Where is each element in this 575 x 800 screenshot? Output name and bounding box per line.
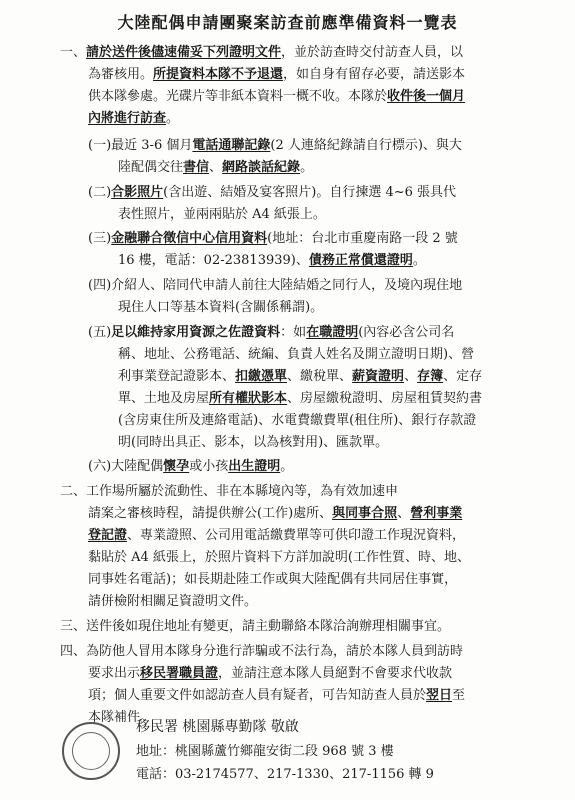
item-5-emphasis: 扣繳憑單 [235, 369, 288, 384]
item-5-line-4 [118, 390, 482, 408]
item-3-number: (三) [88, 231, 112, 246]
section-4-line-2 [88, 665, 452, 683]
item-6-text: 。 [280, 459, 294, 474]
item-3-emphasis: 債務正常償還證明 [308, 253, 413, 268]
item-5-emphasis: 所有權狀影本 [209, 391, 288, 406]
item-3-text: (地址：台北市重慶南路一段 2 號 [267, 231, 458, 246]
item-5-text: 、 [404, 369, 418, 384]
item-5-number: (五) [88, 325, 112, 340]
item-5-line-6: 明(同時出具正、影本，以為核對用)、匯款單。 [118, 435, 389, 450]
item-5-text: 、定存 [443, 369, 483, 384]
item-2-emphasis: 合影照片 [111, 185, 164, 200]
section-4-text: 項；個人重要文件如認訪查人員有疑者，可告知訪查人員於 [88, 688, 427, 703]
national-immigration-agency-seal-icon [62, 722, 120, 780]
item-2-number: (二) [88, 185, 112, 200]
item-5-line-1 [88, 324, 454, 342]
item-1-text: 最近 3-6 個月 [111, 138, 193, 153]
seal-inner-ring [72, 732, 110, 770]
item-5-line-5: (含房東住所及連絡電話)、水電費繳費單(租住所)、銀行存款證 [118, 413, 477, 428]
item-3-text: 。 [412, 253, 426, 268]
item-2-line-1 [88, 184, 456, 202]
section-2-text: 、專業證照、公司用電話繳費單等可供印證工作現況資料， [127, 528, 466, 543]
section-2-emphasis: 與同事合照 [332, 506, 398, 521]
section-3-text: 送件後如現住地址有變更，請主動聯絡本隊洽詢辦理相關事宜。 [86, 619, 451, 634]
section-1-text: 為審核用。 [88, 67, 154, 82]
item-1-text: 。 [300, 160, 314, 175]
section-3-line-1 [60, 618, 450, 636]
section-1-text: 。 [166, 111, 180, 126]
item-5-text: 利事業登記證影本、 [118, 369, 236, 384]
section-2-line-6: 請併檢附相關足資證明文件。 [88, 594, 258, 609]
item-3-text: 16 樓，電話：02-23813939)、 [118, 253, 309, 268]
section-1-emphasis-2: 所提資料本隊不予退還 [153, 67, 284, 82]
item-1-line-2 [118, 159, 313, 177]
item-5-emphasis: 在職證明 [306, 325, 359, 340]
section-2-number: 二、 [60, 484, 87, 499]
section-4-line-4: 本隊補件。 [88, 710, 154, 725]
section-1-emphasis-3: 收件後一個月 [387, 89, 466, 104]
item-1-text: 、 [209, 160, 223, 175]
item-6-text: 大陸配偶 [111, 459, 164, 474]
item-3-emphasis: 金融聯合徵信中心信用資料 [111, 231, 268, 246]
section-1-number: 一、 [60, 45, 87, 60]
section-2-text: 請案之審核時程，請提供辦公(工作)處所、 [88, 506, 333, 521]
section-1-emphasis-4: 內將進行訪查 [88, 111, 167, 126]
section-4-text: 至 [452, 688, 466, 703]
item-5-text: 單、土地及房屋 [118, 391, 210, 406]
section-4-text: ，並請注意本隊人員絕對不會要求代收款 [218, 666, 453, 681]
item-4-text: 介紹人、陪同代申請人前往大陸結婚之同行人，及境內現住地 [111, 278, 463, 293]
section-3-number: 三、 [60, 619, 87, 634]
item-6-emphasis: 懷孕 [163, 459, 190, 474]
section-2-emphasis: 營利事業 [410, 506, 463, 521]
item-2-line-2: 表性照片，並兩兩貼於 A4 紙張上。 [118, 207, 326, 222]
section-2-text: 、 [397, 506, 411, 521]
item-1-emphasis: 電話通聯記錄 [192, 138, 271, 153]
item-6-line-1 [88, 458, 293, 476]
item-1-line-1 [88, 137, 462, 155]
item-6-text: 或小孩 [189, 459, 229, 474]
item-3-line-1 [88, 230, 458, 248]
item-1-text: 陸配偶交往 [118, 160, 184, 175]
section-1-text: ，並於訪查時交付訪查人員，以 [281, 45, 464, 60]
section-2-line-2 [88, 505, 462, 523]
section-2-line-5: 同事姓名電話)；如長期赴陸工作或與大陸配偶有共同居住事實， [88, 572, 458, 587]
item-4-line-2: 現住人口等基本資料(含關係稱謂)。 [118, 300, 324, 315]
item-5-line-2: 稱、地址、公務電話、統編、負責人姓名及開立證明日期)、營 [118, 347, 475, 362]
section-4-text: 要求出示 [88, 666, 141, 681]
item-5-emphasis: 存簿 [417, 369, 444, 384]
item-1-emphasis: 書信 [183, 160, 210, 175]
section-2-text: 工作場所屬於流動性、非在本縣境內等，為有效加速申 [86, 484, 399, 499]
item-5-heading: 足以維持家用資源之佐證資料 [111, 325, 281, 340]
section-4-emphasis: 翌日 [426, 688, 453, 703]
signature-address: 地址：桃園縣蘆竹鄉龍安街二段 968 號 3 樓 [136, 744, 394, 759]
section-1-line-4 [88, 110, 179, 128]
section-4-emphasis: 移民署職員證 [140, 666, 219, 681]
section-1-line-1 [60, 44, 463, 62]
section-4-line-1 [60, 643, 463, 661]
item-6-emphasis: 出生證明 [228, 459, 281, 474]
section-4-line-3 [88, 687, 465, 705]
section-1-text: ，如自身有留存必要，請送影本 [283, 67, 466, 82]
item-4-line-1 [88, 277, 462, 295]
item-3-line-2 [118, 252, 426, 270]
item-5-line-3 [118, 368, 482, 386]
item-1-emphasis: 網路談話紀錄 [222, 160, 301, 175]
section-4-number: 四、 [60, 644, 87, 659]
item-1-number: (一) [88, 138, 112, 153]
item-6-number: (六) [88, 459, 112, 474]
item-4-number: (四) [88, 278, 112, 293]
section-1-emphasis-1: 請於送件後儘速備妥下列證明文件 [86, 45, 282, 60]
item-1-text: (2 人連絡紀錄請自行標示)、與大 [270, 138, 462, 153]
item-5-emphasis: 薪資證明 [352, 369, 405, 384]
section-1-line-3 [88, 88, 465, 106]
section-2-line-3 [88, 527, 465, 545]
item-5-text: 、房屋繳稅證明、房屋租賃契約書 [287, 391, 483, 406]
item-2-text: (含出遊、結婚及宴客照片)。自行揀選 4~6 張具代 [163, 185, 457, 200]
signature-agency: 移民署 桃園縣專勤隊 敬啟 [136, 719, 299, 735]
section-2-emphasis: 登記證 [88, 528, 128, 543]
item-5-text: ：如 [280, 325, 307, 340]
section-2-line-4: 黏貼於 A4 紙張上，於照片資料下方詳加說明(工作性質、時、地、 [88, 550, 470, 565]
document-title: 大陸配偶申請團聚案訪查前應準備資料一覽表 [117, 13, 458, 32]
section-1-line-2 [88, 66, 465, 84]
item-5-text: 、繳稅單、 [287, 369, 353, 384]
item-5-text: (內容必含公司名 [358, 325, 455, 340]
signature-phone: 電話：03-2174577、217-1330、217-1156 轉 9 [136, 767, 434, 782]
section-4-text: 為防他人冒用本隊身分進行詐騙或不法行為，請於本隊人員到訪時 [86, 644, 464, 659]
section-2-line-1 [60, 483, 398, 501]
section-1-text: 供本隊參處。光碟片等非紙本資料一概不收。本隊於 [88, 89, 388, 104]
